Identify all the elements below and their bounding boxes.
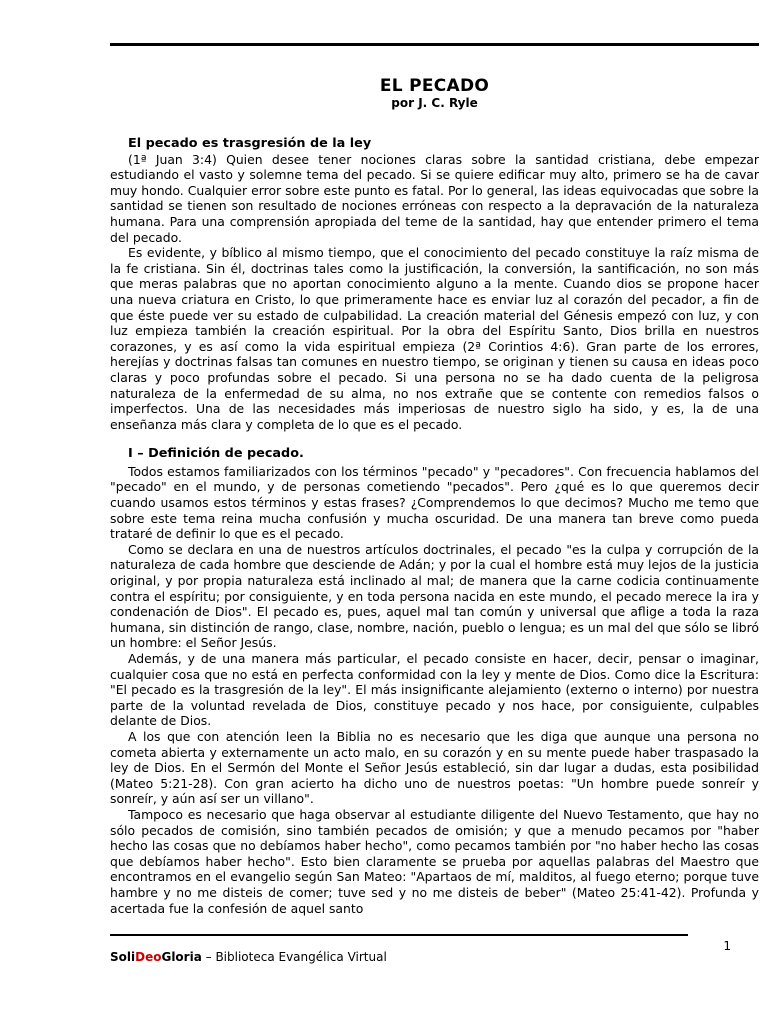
document-body: [110, 136, 759, 916]
section-heading: I – Definición de pecado.: [128, 446, 304, 462]
paragraph: Tampoco es necesario que haga observar al estudiante diligente del Nuevo Testamento, que hay no sólo pecados de comisión, sino también pecados de omisión; y que a menudo pecamos por "haber hecho las cosas que no debíamos haber hecho", como pecamos también por "no haber hecho las cosas que debíamos haber hecho". Esto bien claramente se prueba por aquellas palabras del Maestro que encontramos en el evangelio según San Mateo: "Apartaos de mí, malditos, al fuego eterno; porque tuve hambre y no me disteis de comer; tuve sed y no me disteis de beber" (Mateo 25:41-42). Profunda y acertada fue la confesión de aquel santo: [110, 806, 759, 916]
paragraph: Como se declara en una de nuestros artículos doctrinales, el pecado "es la culpa y corrupción de la naturaleza de cada hombre que desciende de Adán; y por la cual el hombre está muy lejos de la justicia original, y por propia naturaleza está inclinado al mal; de manera que la carne codicia continuamente contra el espíritu; por consiguiente, y en toda persona nacida en este mundo, el pecado merece la ira y condenación de Dios". El pecado es, pues, aquel mal tan común y universal que aflige a toda la raza humana, sin distinción de rango, clase, nombre, nación, pueblo o lengua; es un mal del que sólo se libró un hombre: el Señor Jesús.: [110, 541, 759, 651]
brand-part-soli: Soli: [110, 950, 136, 964]
section-heading: El pecado es trasgresión de la ley: [128, 136, 372, 151]
paragraph: Es evidente, y bíblico al mismo tiempo, que el conocimiento del pecado constituye la raíz misma de la fe cristiana. Sin él, doctrinas tales como la justificación, la conversión, la santificación, no son más que meras palabras que no aportan conocimiento alguno a la mente. Cuando dios se propone hacer una nueva criatura en Cristo, lo que primeramente hace es enviar luz al corazón del pecador, a fin de que éste puede ver su estado de culpabilidad. La creación material del Génesis empezó con luz, y con luz empieza también la creación espiritual. Por la obra del Espíritu Santo, Dios brilla en nuestros corazones, y es así como la vida espiritual empieza (2ª Corintios 4:6). Gran parte de los errores, herejías y doctrinas falsas tan comunes en nuestro tiempo, se originan y tienen su causa en ideas poco claras y poco profundas sobre el pecado. Si una persona no se ha dado cuenta de la peligrosa naturaleza de la enfermedad de su alma, no nos extrañe que se contente con remedios falsos o imperfectos. Una de las necesidades más imperiosas de nuestro siglo ha sido, y es, la de una enseñanza más clara y completa de lo que es el pecado.: [110, 245, 759, 432]
paragraph: Además, y de una manera más particular, el pecado consiste en hacer, decir, pensar o imaginar, cualquier cosa que no está en perfecta conformidad con la ley y mente de Dios. Como dice la Escritura: "El pecado es la trasgresión de la ley". El más insignificante alejamiento (externo o interno) por nuestra parte de la voluntad revelada de Dios, constituye pecado y nos hace, por consiguiente, culpables delante de Dios.: [110, 651, 759, 729]
paragraph: A los que con atención leen la Biblia no es necesario que les diga que aunque una persona no cometa abierta y externamente un acto malo, en su corazón y en su mente puede haber traspasado la ley de Dios. En el Sermón del Monte el Señor Jesús estableció, sin dar lugar a dudas, esta posibilidad (Mateo 5:21-28). Con gran acierto ha dicho uno de nuestros poetas: "Un hombre puede sonreír y sonreír, y aún así ser un villano".: [110, 728, 759, 807]
brand-part-deo: Deo: [135, 950, 162, 964]
document-author: por J. C. Ryle: [391, 96, 478, 110]
document-title: EL PECADO: [379, 76, 490, 96]
brand-part-gloria: Gloria: [161, 950, 202, 964]
brand-name: [110, 950, 202, 964]
footer-rule: [110, 934, 688, 936]
paragraph: Todos estamos familiarizados con los términos "pecado" y "pecadores". Con frecuencia hablamos del "pecado" en el mundo, y de personas cometiendo "pecados". Pero ¿qué es lo que queremos decir cuando usamos estos términos y estas frases? ¿Comprendemos lo que decimos? Mucho me temo que sobre este tema reina mucha confusión y mucha oscuridad. De una manera tan breve como pueda trataré de definir lo que es el pecado.: [110, 463, 759, 542]
footer: [110, 950, 387, 964]
page-number: 1: [723, 939, 731, 953]
footer-tagline: – Biblioteca Evangélica Virtual: [201, 950, 387, 964]
paragraph: (1ª Juan 3:4) Quien desee tener nociones claras sobre la santidad cristiana, debe empezar estudiando el vasto y solemne tema del pecado. Si se quiere edificar muy alto, primero se ha de cavar muy hondo. Cualquier error sobre este punto es fatal. Por lo general, las ideas equivocadas que sobre la santidad se tienen son resultado de nociones erróneas con respecto a la depravación de la naturaleza humana. Para una comprensión apropiada del teme de la santidad, hay que entender primero el tema del pecado.: [110, 151, 759, 245]
top-rule: [110, 43, 759, 46]
